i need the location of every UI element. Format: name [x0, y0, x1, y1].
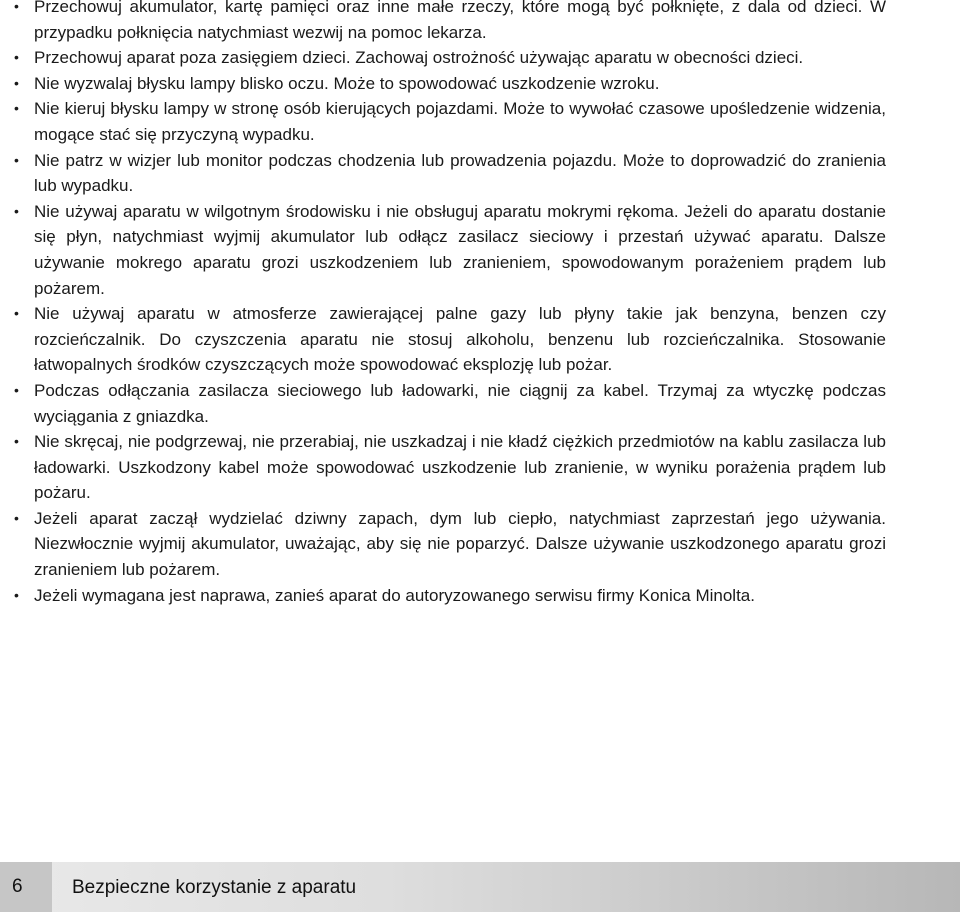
bullet-item	[12, 148, 886, 199]
bullet-text: Jeżeli aparat zaczął wydzielać dziwny zapach, dym lub ciepło, natychmiast zaprzestań jego używania. Niezwłocznie wyjmij akumulator, uważając, aby się nie poparzyć. Dalsze używanie uszkodzonego aparatu grozi zranieniem lub pożarem.	[34, 508, 886, 580]
bullet-icon: •	[14, 202, 19, 219]
bullet-item	[12, 71, 886, 97]
bullet-text: Nie używaj aparatu w atmosferze zawierającej palne gazy lub płyny takie jak benzyna, benzen czy rozcieńczalnik. Do czyszczenia aparatu nie stosuj alkoholu, benzenu lub rozcieńczalnika. Stosowanie łatwopalnych środków czyszczących może spowodować eksplozję lub pożar.	[34, 304, 886, 375]
bullet-item	[12, 199, 886, 301]
bullet-text: Przechowuj akumulator, kartę pamięci oraz inne małe rzeczy, które mogą być połknięte, z dala od dzieci. W przypadku połknięcia natychmiast wezwij na pomoc lekarza.	[34, 0, 886, 42]
bullet-item	[12, 45, 886, 71]
bullet-icon: •	[14, 381, 19, 398]
page-number: 6	[12, 876, 23, 897]
bullet-icon: •	[14, 586, 19, 603]
bullet-item	[12, 301, 886, 378]
bullet-icon: •	[14, 74, 19, 91]
bullet-icon: •	[14, 151, 19, 168]
safety-bullet-list	[12, 0, 886, 608]
page-number-box	[0, 862, 52, 912]
bullet-item	[12, 378, 886, 429]
bullet-text: Nie używaj aparatu w wilgotnym środowisku i nie obsługuj aparatu mokrymi rękoma. Jeżeli do aparatu dostanie się płyn, natychmiast wyjmij akumulator lub odłącz zasilacz sieciowy i przestań używać aparatu. Dalsze używanie mokrego aparatu grozi uszkodzeniem lub zranieniem, spowodowanym porażeniem prądem lub pożarem.	[34, 201, 886, 298]
bullet-icon: •	[14, 49, 19, 66]
bullet-text: Podczas odłączania zasilacza sieciowego lub ładowarki, nie ciągnij za kabel. Trzymaj za wtyczkę podczas wyciągania z gniazdka.	[34, 380, 886, 426]
bullet-text: Nie kieruj błysku lampy w stronę osób kierujących pojazdami. Może to wywołać czasowe upośledzenie widzenia, mogące stać się przyczyną wypadku.	[34, 99, 886, 144]
bullet-icon: •	[14, 305, 19, 322]
bullet-item	[12, 96, 886, 147]
bullet-icon: •	[14, 0, 19, 14]
bullet-text: Jeżeli wymagana jest naprawa, zanieś aparat do autoryzowanego serwisu firmy Konica Minolta.	[34, 585, 755, 605]
page-footer	[0, 862, 960, 912]
bullet-item	[12, 429, 886, 506]
bullet-text: Nie patrz w wizjer lub monitor podczas chodzenia lub prowadzenia pojazdu. Może to doprowadzić do zranienia lub wypadku.	[34, 150, 886, 196]
bullet-item	[12, 583, 886, 609]
bullet-icon: •	[14, 433, 19, 450]
bullet-text: Przechowuj aparat poza zasięgiem dzieci. Zachowaj ostrożność używając aparatu w obecności dzieci.	[34, 48, 804, 68]
bullet-text: Nie skręcaj, nie podgrzewaj, nie przerabiaj, nie uszkadzaj i nie kładź ciężkich przedmiotów na kablu zasilacza lub ładowarki. Uszkodzony kabel może spowodować uszkodzenie lub zranienie, w wyniku porażenia prądem lub pożaru.	[34, 432, 886, 503]
bullet-item	[12, 506, 886, 583]
bullet-item	[12, 0, 886, 45]
bullet-icon: •	[14, 509, 19, 526]
section-title: Bezpieczne korzystanie z aparatu	[72, 877, 357, 898]
bullet-icon: •	[14, 100, 19, 117]
bullet-text: Nie wyzwalaj błysku lampy blisko oczu. Może to spowodować uszkodzenie wzroku.	[34, 73, 660, 93]
